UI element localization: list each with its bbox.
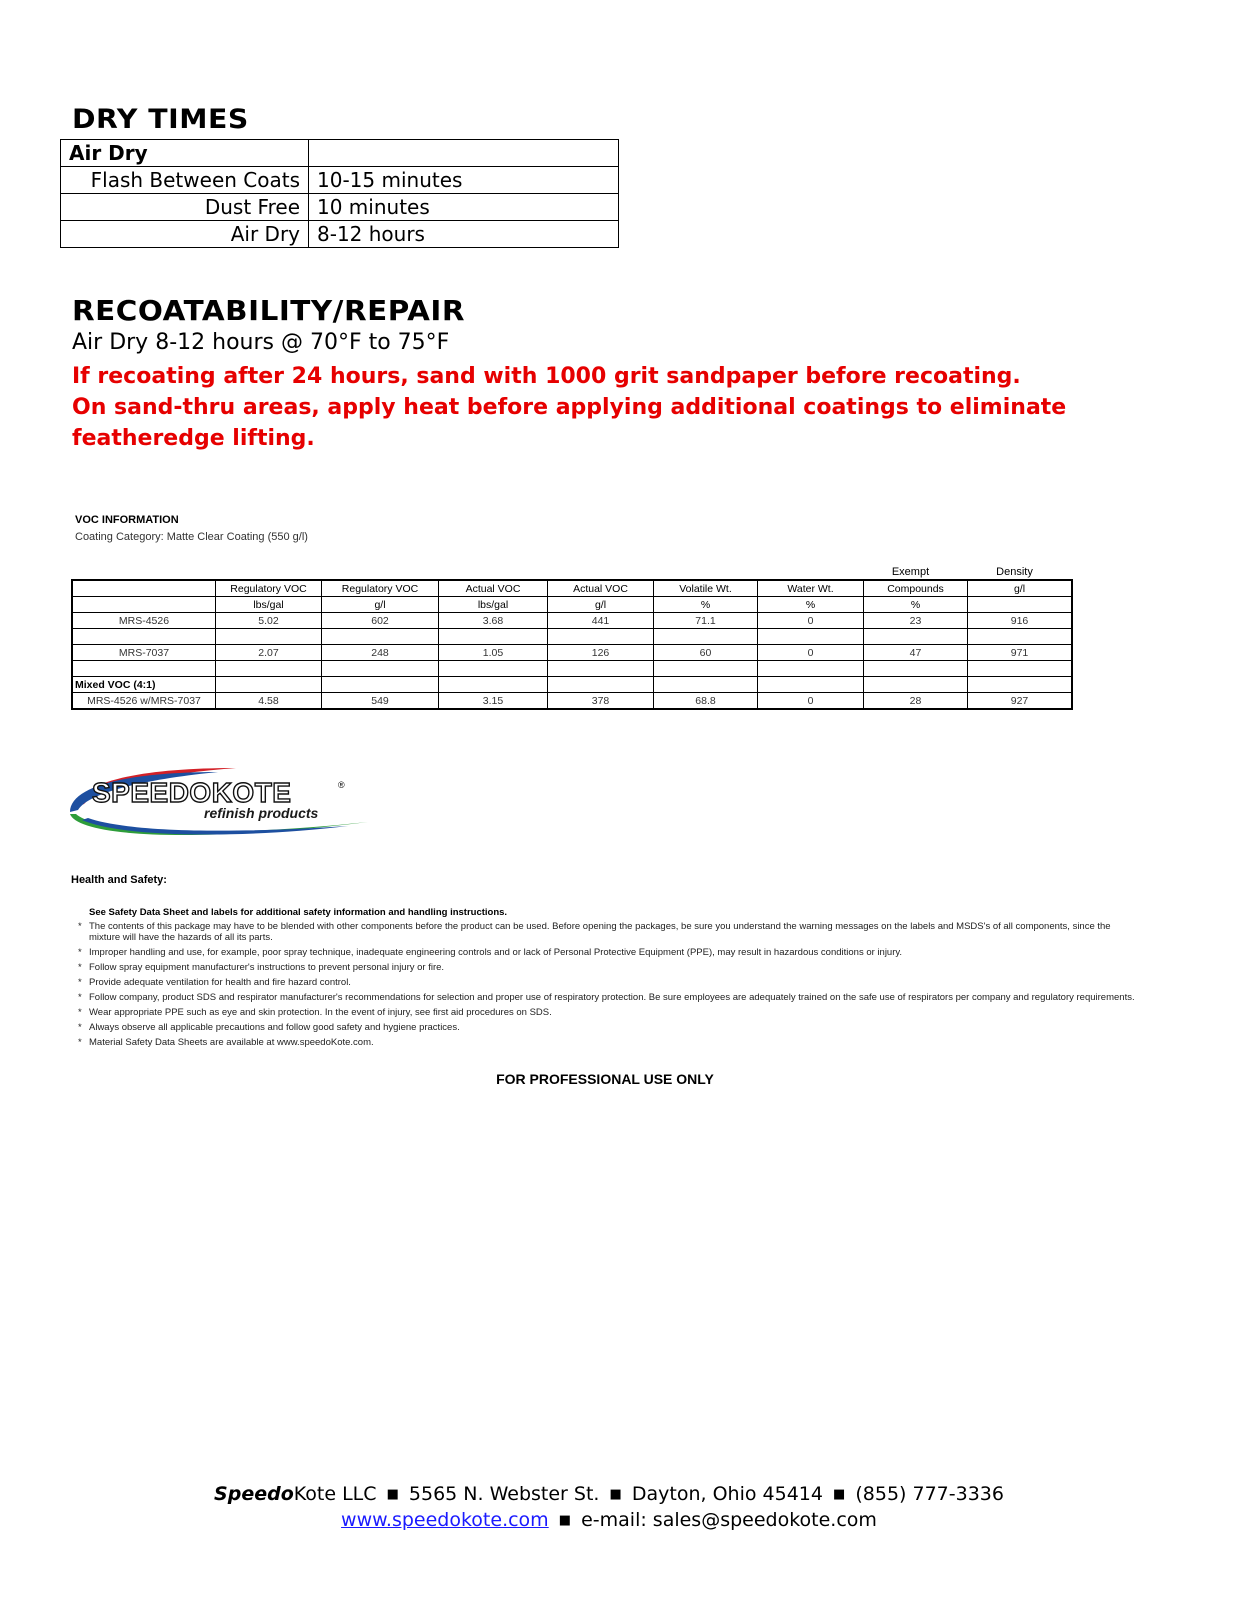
recoat-warning-1: If recoating after 24 hours, sand with 1000 grit sandpaper before recoating. — [72, 364, 1021, 389]
coating-category: Coating Category: Matte Clear Coating (550 g/l) — [75, 531, 308, 543]
value-cell: 916 — [968, 613, 1073, 629]
value-cell: 0 — [758, 613, 864, 629]
value-cell: 126 — [548, 645, 654, 661]
unit-cell — [968, 597, 1073, 613]
recoat-subtitle: Air Dry 8-12 hours @ 70°F to 75°F — [72, 330, 450, 355]
value-cell: 60 — [654, 645, 758, 661]
dry-times-heading: DRY TIMES — [72, 104, 249, 135]
bullet-star: * — [78, 947, 82, 958]
list-item — [78, 977, 1140, 988]
list-item — [78, 921, 1140, 943]
bullet-star: * — [78, 1007, 82, 1018]
footer-street: 5565 N. Webster St. — [408, 1483, 600, 1505]
empty-cell — [309, 140, 619, 167]
product-cell: MRS-4526 w/MRS-7037 — [72, 693, 216, 710]
professional-use-notice: FOR PROFESSIONAL USE ONLY — [496, 1071, 714, 1087]
unit-cell: % — [654, 597, 758, 613]
list-item-text: Provide adequate ventilation for health and fire hazard control. — [89, 977, 351, 988]
footer-address-line — [0, 1483, 1218, 1505]
unit-cell: g/l — [322, 597, 439, 613]
value-cell: 441 — [548, 613, 654, 629]
bullet-star: * — [78, 977, 82, 988]
bullet-star: * — [78, 1037, 82, 1048]
list-item-text: Follow spray equipment manufacturer's instructions to prevent personal injury or fire. — [89, 962, 445, 973]
table-row — [72, 613, 1072, 629]
website-link[interactable]: www.speedokote.com — [341, 1509, 549, 1531]
registered-mark: ® — [338, 780, 345, 790]
separator: ■ — [609, 1487, 622, 1502]
bullet-star: * — [78, 962, 82, 973]
list-item — [78, 1022, 1140, 1033]
logo-tagline: refinish products — [204, 805, 319, 821]
table-row — [72, 645, 1072, 661]
value-cell: 971 — [968, 645, 1073, 661]
value-cell: 0 — [758, 693, 864, 710]
column-header — [72, 580, 216, 597]
table-row — [61, 140, 619, 167]
air-dry-header: Air Dry — [61, 140, 309, 167]
table-header-row — [72, 580, 1072, 597]
column-header: Actual VOC — [548, 580, 654, 597]
dry-value: 8-12 hours — [309, 221, 619, 248]
table-row — [72, 693, 1072, 710]
separator: ■ — [386, 1487, 399, 1502]
bullet-star: * — [78, 992, 82, 1003]
dry-times-table — [60, 139, 619, 248]
list-item-text: The contents of this package may have to be blended with other components before the product can be used. Before opening the packages, be sure you understand the warning messages on the labels and MSDS's of all components, since the mixture will have the hazards of all its parts. — [89, 921, 1111, 943]
dry-value: 10-15 minutes — [309, 167, 619, 194]
recoatability-heading: RECOATABILITY/REPAIR — [72, 294, 466, 327]
value-cell: 5.02 — [216, 613, 322, 629]
footer-email: e-mail: sales@speedokote.com — [581, 1509, 877, 1531]
value-cell: 47 — [864, 645, 968, 661]
unit-cell: g/l — [548, 597, 654, 613]
health-safety-list — [78, 907, 1140, 1052]
product-cell: MRS-7037 — [72, 645, 216, 661]
value-cell: 378 — [548, 693, 654, 710]
column-header: Compounds — [864, 580, 968, 597]
table-row — [61, 221, 619, 248]
list-item-text: Improper handling and use, for example, poor spray technique, inadequate engineering controls and or lack of Personal Protective Equipment (PPE), may result in hazardous conditions or injury. — [89, 947, 903, 958]
column-header: Regulatory VOC — [322, 580, 439, 597]
dry-label: Flash Between Coats — [61, 167, 309, 194]
separator: ■ — [558, 1513, 572, 1528]
value-cell: 1.05 — [439, 645, 548, 661]
value-cell: 28 — [864, 693, 968, 710]
column-header: g/l — [968, 580, 1073, 597]
empty-row — [72, 629, 1072, 645]
list-item — [78, 962, 1140, 973]
table-row — [61, 167, 619, 194]
value-cell: 602 — [322, 613, 439, 629]
list-item-text: Material Safety Data Sheets are available at www.speedoKote.com. — [89, 1037, 374, 1048]
bullet-star: * — [78, 1022, 82, 1033]
list-item — [78, 947, 1140, 958]
column-header: Volatile Wt. — [654, 580, 758, 597]
column-header: Actual VOC — [439, 580, 548, 597]
footer-city: Dayton, Ohio 45414 — [631, 1483, 823, 1505]
list-item-text: Wear appropriate PPE such as eye and skin protection. In the event of injury, see first aid procedures on SDS. — [89, 1007, 552, 1018]
empty-row — [72, 661, 1072, 677]
voc-heading: VOC INFORMATION — [75, 514, 179, 526]
dry-label: Dust Free — [61, 194, 309, 221]
bullet-star: * — [78, 921, 82, 932]
column-header: Water Wt. — [758, 580, 864, 597]
list-item-text: Follow company, product SDS and respirator manufacturer's recommendations for selection and proper use of respiratory protection. Be sure employees are adequately trained on the safe use of respirators per company and regulatory requirements. — [89, 992, 1135, 1003]
unit-cell: lbs/gal — [439, 597, 548, 613]
footer-phone: (855) 777-3336 — [855, 1483, 1004, 1505]
voc-table — [71, 579, 1073, 710]
mixed-label-row — [72, 677, 1072, 693]
value-cell: 68.8 — [654, 693, 758, 710]
density-caption: Density — [996, 566, 1033, 578]
value-cell: 0 — [758, 645, 864, 661]
value-cell: 71.1 — [654, 613, 758, 629]
health-safety-heading: Health and Safety: — [71, 874, 167, 886]
dry-value: 10 minutes — [309, 194, 619, 221]
value-cell: 248 — [322, 645, 439, 661]
separator: ■ — [833, 1487, 846, 1502]
value-cell: 2.07 — [216, 645, 322, 661]
product-cell: MRS-4526 — [72, 613, 216, 629]
footer-contact-line — [0, 1509, 1218, 1531]
table-row — [61, 194, 619, 221]
unit-cell — [72, 597, 216, 613]
list-item — [78, 992, 1140, 1003]
footer-brand-bold: Speedo — [214, 1483, 294, 1505]
unit-cell: % — [758, 597, 864, 613]
unit-cell: lbs/gal — [216, 597, 322, 613]
list-item-text: Always observe all applicable precautions and follow good safety and hygiene practices. — [89, 1022, 460, 1033]
recoat-warning-2: On sand-thru areas, apply heat before applying additional coatings to eliminate featheredge lifting. — [72, 395, 1067, 451]
footer-brand-rest: Kote LLC — [293, 1483, 377, 1505]
list-item — [78, 1037, 1140, 1048]
health-safety-intro: See Safety Data Sheet and labels for additional safety information and handling instructions. — [89, 907, 508, 918]
units-row — [72, 597, 1072, 613]
dry-label: Air Dry — [61, 221, 309, 248]
value-cell: 3.68 — [439, 613, 548, 629]
value-cell: 4.58 — [216, 693, 322, 710]
exempt-caption: Exempt — [891, 566, 930, 578]
logo-wordmark: SPEEDOKOTE — [92, 777, 292, 808]
column-header: Regulatory VOC — [216, 580, 322, 597]
value-cell: 927 — [968, 693, 1073, 710]
unit-cell: % — [864, 597, 968, 613]
value-cell: 549 — [322, 693, 439, 710]
value-cell: 3.15 — [439, 693, 548, 710]
mixed-voc-label: Mixed VOC (4:1) — [72, 677, 216, 693]
value-cell: 23 — [864, 613, 968, 629]
list-item — [78, 1007, 1140, 1018]
